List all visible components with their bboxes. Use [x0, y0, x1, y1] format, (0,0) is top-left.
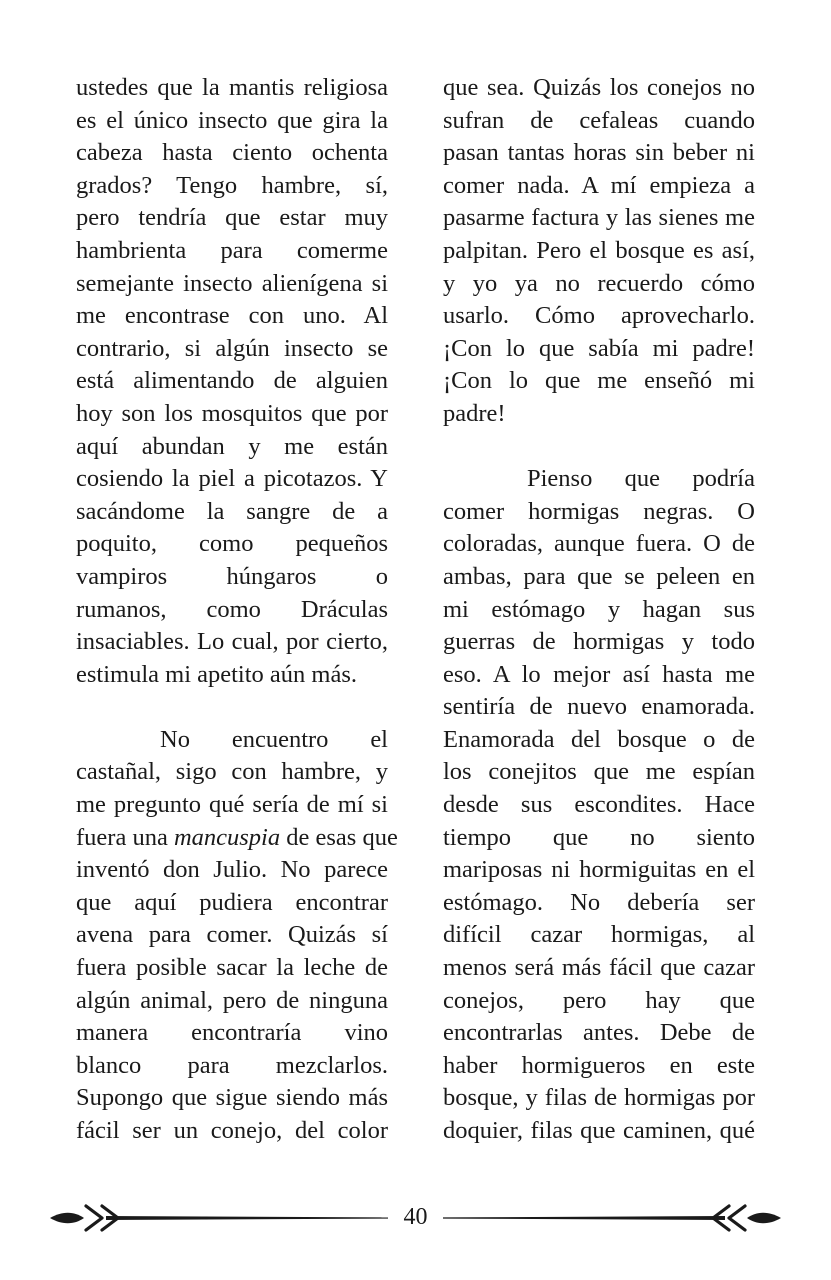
- paragraph-4: [443, 463, 755, 1147]
- text-fragment: s: [378, 595, 388, 623]
- text-line: guerras de hormigas y todo: [443, 628, 755, 656]
- text-line: palpitan. Pero el bosque es así,: [443, 236, 755, 264]
- text-line: semejante insecto alienígena si: [76, 269, 388, 297]
- text-line: No encuentro el: [160, 725, 388, 753]
- text-line: usarlo. Cómo aprovecharlo.: [443, 302, 755, 330]
- text-line: menos será más fácil que cazar: [443, 954, 755, 982]
- text-line: manera encontraría vino: [76, 1019, 388, 1047]
- text-line: avena para comer. Quizás sí: [76, 921, 388, 949]
- text-line: fuera posible sacar la leche de: [76, 954, 388, 982]
- paragraph-1: [76, 72, 388, 691]
- text-line: castañal, sigo con hambre, y: [76, 758, 388, 786]
- text-line: vampiros húngaros o: [76, 562, 388, 590]
- text-line: cosiendo la piel a picotazos. Y: [76, 465, 388, 493]
- text-line: cabeza hasta ciento ochenta: [76, 139, 388, 167]
- text-line: ambas, para que se peleen en: [443, 562, 755, 590]
- text-line: sentiría de nuevo enamorada.: [443, 693, 755, 721]
- text-line: pasan tantas horas sin beber ni: [443, 139, 755, 167]
- page-footer: [0, 1198, 831, 1238]
- text-line: me pregunto qué sería de mí si: [76, 791, 388, 819]
- text-line: Enamorada del bosque o de: [443, 725, 755, 753]
- text-line: mariposas ni hormiguitas en el: [443, 856, 755, 884]
- text-line: inventó don Julio. No parece: [76, 856, 388, 884]
- text-line: conejos, pero hay que: [443, 986, 755, 1014]
- text-line: blanco para mezclarlos.: [76, 1051, 388, 1079]
- text-line: mi estómago y hagan sus: [443, 595, 755, 623]
- text-line: eso. A lo mejor así hasta me: [443, 660, 755, 688]
- text-line: Supongo que sigue siendo más: [76, 1084, 388, 1112]
- text-line: difícil cazar hormigas, al: [443, 921, 755, 949]
- text-line: padre!: [443, 399, 506, 427]
- text-fragment: rumanos, como Drácula: [76, 595, 379, 623]
- left-column: [76, 72, 398, 1148]
- text-line: está alimentando de alguien: [76, 367, 388, 395]
- text-line: me encontrase con uno. Al: [76, 302, 388, 330]
- text-line: ¡Con lo que me enseñó mi: [443, 367, 755, 395]
- text-line: [76, 822, 398, 855]
- text-fragment: de esas que: [280, 823, 398, 851]
- text-line: encontrarlas antes. Debe de: [443, 1019, 755, 1047]
- text-line: tiempo que no siento: [443, 823, 755, 851]
- text-line: y yo ya no recuerdo cómo: [443, 269, 755, 297]
- right-column: [443, 72, 755, 1148]
- text-line: estimula mi apetito aún más.: [76, 660, 358, 688]
- text-line: hambrienta para comerme: [76, 236, 388, 264]
- text-line: ustedes que la mantis religiosa: [76, 74, 388, 101]
- text-line: fácil ser un conejo, del color: [76, 1117, 388, 1144]
- italic-word: mancuspia: [173, 823, 281, 851]
- text-line: bosque, y filas de hormigas por: [443, 1084, 755, 1112]
- text-line: sufran de cefaleas cuando: [443, 106, 755, 134]
- text-line: desde sus escondites. Hace: [443, 791, 755, 819]
- text-line: comer nada. A mí empieza a: [443, 171, 755, 199]
- text-line: poquito, como pequeños: [76, 530, 388, 558]
- page-number: 40: [403, 1204, 428, 1230]
- right-arrow-ornament-icon: [441, 1198, 783, 1238]
- text-line: aquí abundan y me están: [76, 432, 388, 460]
- text-line: estómago. No debería ser: [443, 888, 755, 916]
- text-line: insaciables. Lo cual, por cierto,: [76, 628, 388, 656]
- text-line: los conejitos que me espían: [443, 758, 755, 786]
- text-line: algún animal, pero de ninguna: [76, 986, 388, 1014]
- paragraph-gap: [76, 691, 388, 724]
- text-line: es el único insecto que gira la: [76, 106, 388, 134]
- text-line: hoy son los mosquitos que por: [76, 399, 388, 427]
- text-line: contrario, si algún insecto se: [76, 334, 388, 362]
- paragraph-3: [443, 72, 755, 431]
- paragraph-2: [76, 724, 398, 1148]
- text-line: ¡Con lo que sabía mi padre!: [443, 334, 755, 362]
- text-fragment: fuera una: [76, 823, 174, 851]
- text-line: que sea. Quizás los conejos no: [443, 74, 755, 101]
- text-line: [76, 594, 388, 627]
- paragraph-gap: [443, 431, 755, 464]
- text-line: grados? Tengo hambre, sí,: [76, 171, 388, 199]
- text-line: haber hormigueros en este: [443, 1051, 755, 1079]
- text-line: coloradas, aunque fuera. O de: [443, 530, 755, 558]
- text-line: sacándome la sangre de a: [76, 497, 388, 525]
- text-line: doquier, filas que caminen, qué: [443, 1117, 755, 1144]
- text-line: comer hormigas negras. O: [443, 497, 755, 525]
- text-line: Pienso que podría: [527, 465, 755, 493]
- text-line: pero tendría que estar muy: [76, 204, 388, 232]
- text-line: pasarme factura y las sienes me: [443, 204, 755, 232]
- text-line: que aquí pudiera encontrar: [76, 888, 388, 916]
